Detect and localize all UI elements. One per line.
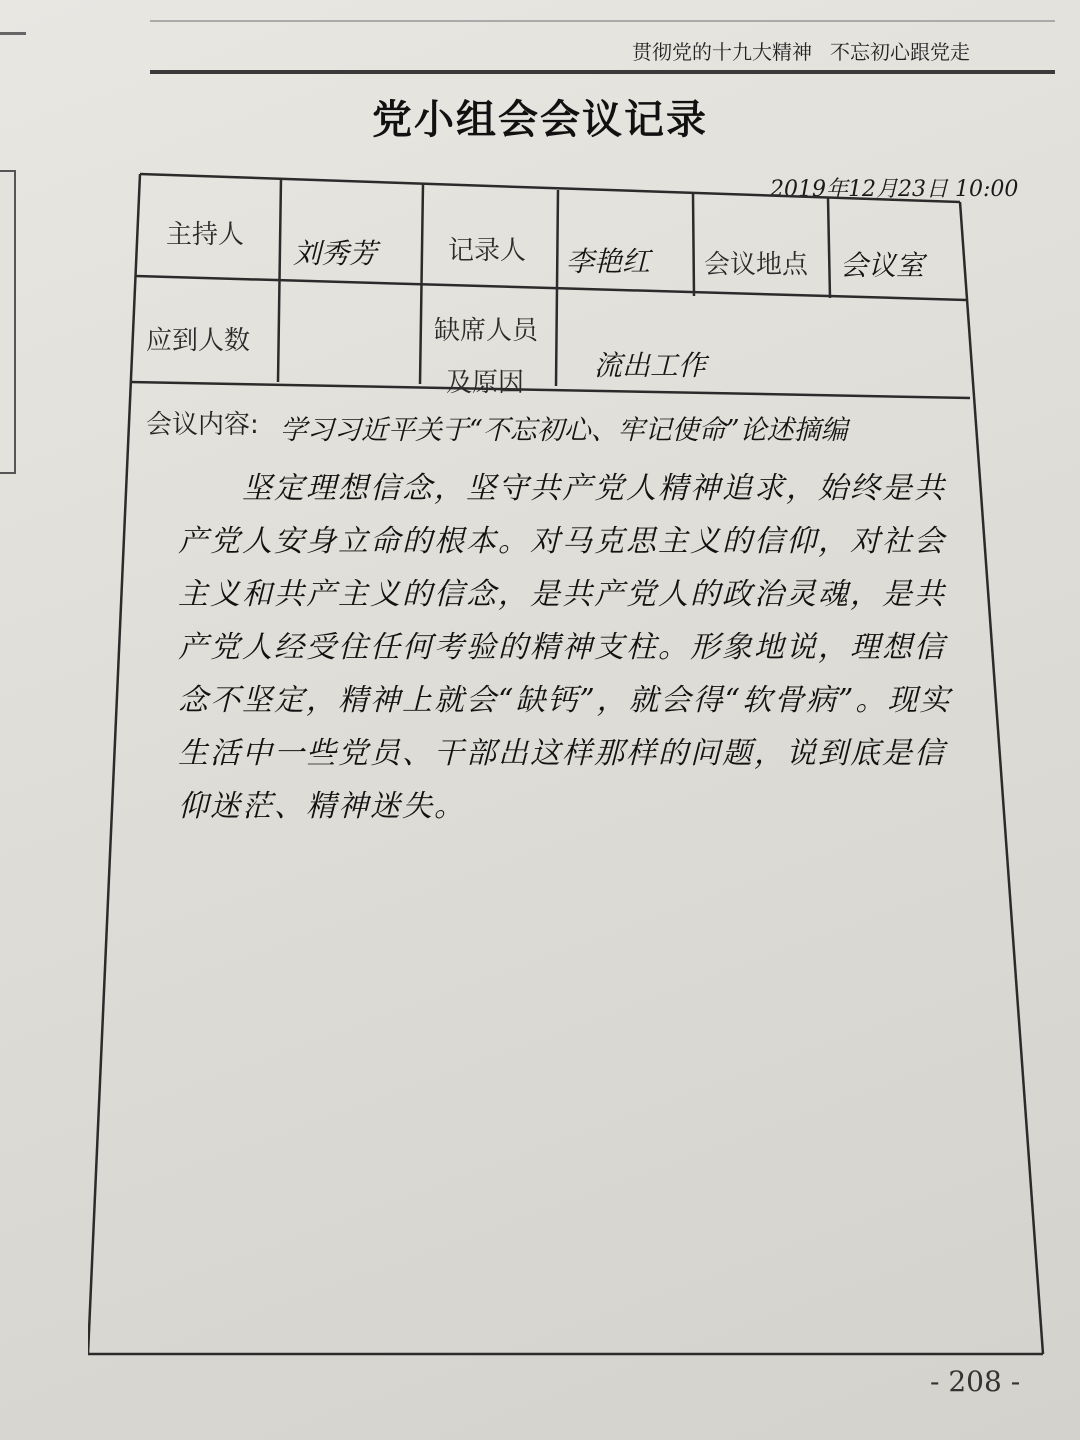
host-label: 主持人 xyxy=(166,220,245,250)
content-label: 会议内容: xyxy=(146,410,259,440)
running-head-right: 不忘初心跟党走 xyxy=(830,40,970,64)
recorder-value: 李艳红 xyxy=(566,245,651,278)
location-label: 会议地点 xyxy=(704,250,809,280)
page-edge xyxy=(0,170,16,474)
running-head-left: 贯彻党的十九大精神 xyxy=(632,40,812,64)
meeting-record-form xyxy=(88,172,1048,1357)
form-border-left xyxy=(88,174,140,1354)
content-text: 坚定理想信念，坚守共产党人精神追求，始终是共产党人安身立命的根本。对马克思主义的信仰，对社会主义和共产主义的信念，是共产党人的政治灵魂，是共产党人经受住任何考验的精神支柱。形象地说，理想信念不坚定，精神上就会“缺钙”，就会得“软骨病”。现实生活中一些党员、干部出这样那样的问题，说到底是信仰迷茫、精神迷失。 xyxy=(178,471,952,824)
form-border-right xyxy=(960,202,1043,1354)
row-divider-2 xyxy=(130,382,970,398)
page-title: 党小组会会议记录 xyxy=(372,96,708,143)
col-divider-1 xyxy=(278,178,281,382)
col-divider-4 xyxy=(693,194,694,296)
expected-attendance-label: 应到人数 xyxy=(146,326,251,356)
binding-mark xyxy=(0,32,26,35)
col-divider-5 xyxy=(828,198,830,298)
page-number: - 208 - xyxy=(930,1365,1021,1398)
content-paragraph xyxy=(178,462,958,833)
absent-label-line2: 及原因 xyxy=(446,368,525,398)
col-divider-2 xyxy=(420,184,423,384)
recorder-label: 记录人 xyxy=(448,236,527,266)
running-head xyxy=(614,36,970,65)
location-value: 会议室 xyxy=(840,249,925,282)
col-divider-3 xyxy=(556,190,558,386)
host-value: 刘秀芳 xyxy=(293,237,378,270)
form-border-top xyxy=(140,174,960,202)
absent-value: 流出工作 xyxy=(594,349,707,382)
absent-label-line1: 缺席人员 xyxy=(434,316,539,346)
content-topic: 学习习近平关于“不忘初心、牢记使命”论述摘编 xyxy=(280,415,848,446)
meeting-date: 2019年12月23日 10:00 xyxy=(770,177,1019,202)
